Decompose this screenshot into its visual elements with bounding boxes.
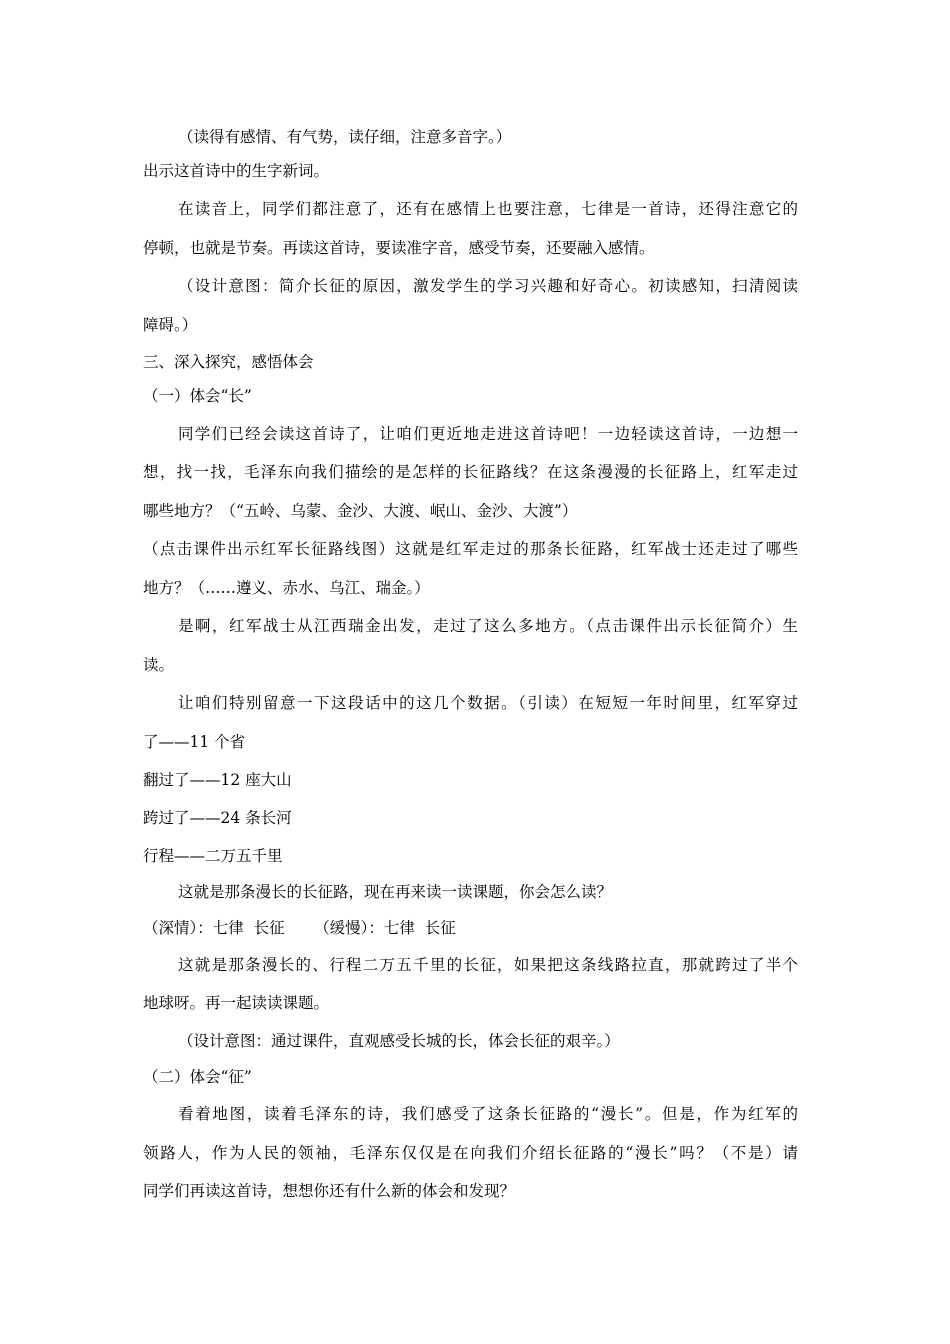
text-line: 翻过了——12 座大山 bbox=[143, 771, 292, 789]
text-line: （深情）：七律 长征 （缓慢）：七律 长征 bbox=[143, 919, 456, 937]
text-line: 了——11 个省 bbox=[143, 733, 246, 751]
text-line: 停顿，也就是节奏。再读这首诗，要读准字音，感受节奏，还要融入感情。 bbox=[143, 239, 655, 257]
text-line: 在读音上，同学们都注意了，还有在感情上也要注意，七律是一首诗，还得注意它的 bbox=[178, 200, 798, 218]
text-line: 出示这首诗中的生字新词。 bbox=[143, 162, 330, 180]
text-line: （设计意图：简介长征的原因，激发学生的学习兴趣和好奇心。初读感知，扫清阅读 bbox=[178, 277, 798, 295]
text-line: 同学们再读这首诗，想想你还有什么新的体会和发现？ bbox=[143, 1182, 516, 1200]
text-line: 同学们已经会读这首诗了，让咱们更近地走进这首诗吧！一边轻读这首诗，一边想一 bbox=[178, 425, 798, 443]
text-line: 想，找一找，毛泽东向我们描绘的是怎样的长征路线？在这条漫漫的长征路上，红军走过 bbox=[143, 463, 798, 481]
subsection-heading: （一）体会“长” bbox=[143, 387, 252, 405]
text-line: 领路人，作为人民的领袖，毛泽东仅仅是在向我们介绍长征路的“漫长”吗？（不是）请 bbox=[143, 1144, 798, 1162]
text-line: 读。 bbox=[143, 656, 175, 674]
text-line: 是啊，红军战士从江西瑞金出发，走过了这么多地方。（点击课件出示长征简介）生 bbox=[178, 617, 798, 635]
text-line: 让咱们特别留意一下这段话中的这几个数据。（引读）在短短一年时间里，红军穿过 bbox=[178, 694, 798, 712]
section-heading: 三、深入探究，感悟体会 bbox=[143, 353, 314, 371]
text-line: 行程——二万五千里 bbox=[143, 847, 283, 865]
text-line: 这就是那条漫长的长征路，现在再来读一读课题，你会怎么读？ bbox=[178, 883, 613, 901]
text-line: 地方？（……遵义、赤水、乌江、瑞金。） bbox=[143, 579, 430, 597]
text-line: 地球呀。再一起读读课题。 bbox=[143, 994, 330, 1012]
text-line: 障碍。） bbox=[143, 316, 198, 334]
text-line: 跨过了——24 条长河 bbox=[143, 809, 292, 827]
subsection-heading: （二）体会“征” bbox=[143, 1068, 252, 1086]
text-line: （设计意图：通过课件，直观感受长城的长，体会长征的艰辛。） bbox=[178, 1032, 620, 1050]
text-line: 哪些地方？（“五岭、乌蒙、金沙、大渡、岷山、金沙、大渡”） bbox=[143, 502, 578, 520]
text-line: 这就是那条漫长的、行程二万五千里的长征，如果把这条线路拉直，那就跨过了半个 bbox=[178, 956, 798, 974]
text-line: 看着地图，读着毛泽东的诗，我们感受了这条长征路的“漫长”。但是，作为红军的 bbox=[178, 1105, 798, 1123]
text-line: （点击课件出示红军长征路线图）这就是红军走过的那条长征路，红军战士还走过了哪些 bbox=[143, 540, 798, 558]
text-line: （读得有感情、有气势，读仔细，注意多音字。） bbox=[178, 128, 512, 146]
